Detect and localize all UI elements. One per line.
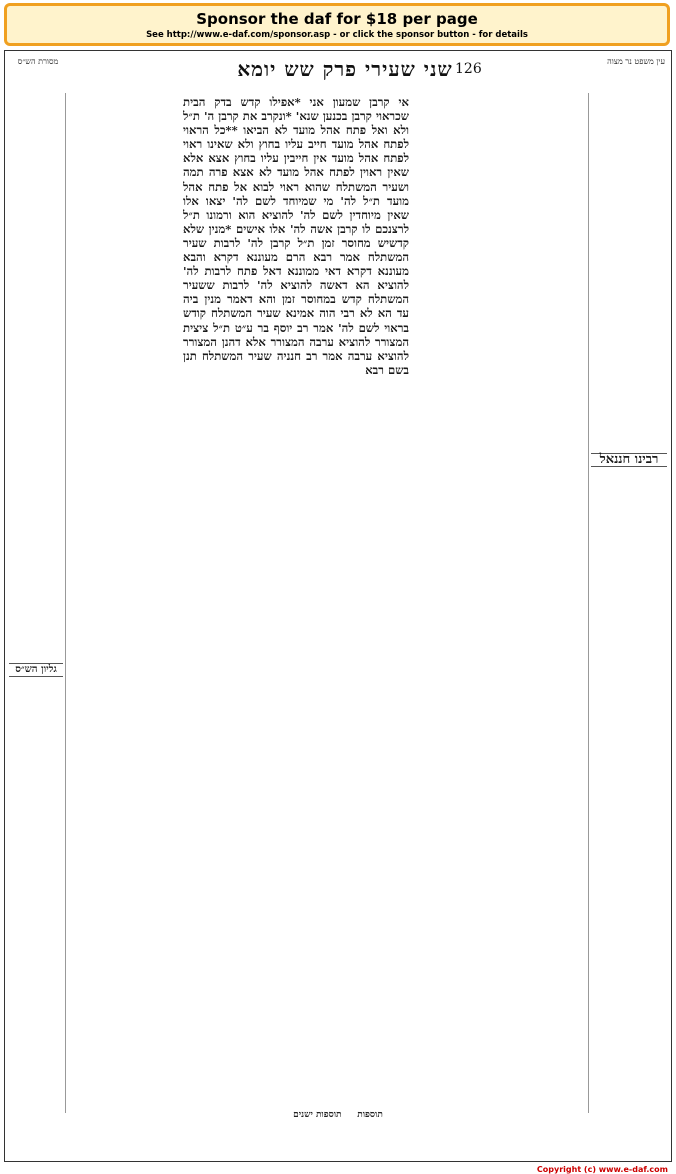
ein-mishpat-column — [591, 93, 667, 1113]
masoret-hashas-heading: מסורת הש״ס — [17, 57, 59, 66]
sponsor-subtitle[interactable]: See http://www.e-daf.com/sponsor.asp - or click the sponsor button - for details — [146, 30, 528, 40]
page-header — [5, 51, 671, 91]
copyright-link[interactable]: Copyright (c) www.e-daf.com — [536, 1165, 668, 1174]
masoret-hashas-column — [9, 93, 63, 1113]
ein-mishpat-heading: עין משפט נר מצוה — [607, 57, 665, 66]
tosafot-commentary — [67, 93, 179, 713]
rashi-commentary — [413, 93, 585, 693]
tosafot-yeshanim-footer — [9, 1111, 667, 1157]
column-divider — [588, 93, 589, 1113]
rabbeinu-chananel-heading: רבינו חננאל — [591, 453, 667, 467]
tosafot-heading: תוספות — [357, 1111, 383, 1120]
gemara-text: אי קרבן שמעון אני *אפילו קדש בדק הבית שכראוי קרבן בכנען שנא' *ונקרב את קרבן ה' ת״ל ולא ואל פתח אהל מועד לא הביאו **כל הראוי לפתח אהל מועד חייב עליו בחוץ ולא שאינו ראוי לפתח אהל מועד אין חייבין עליו בחוץ אצא אלא שאין ראוין לפתח אהל מועד לא אצא פרה תמה ושעיר המשתלח שהוא ראוי לבוא אל פתח אהל מועד ת״ל לה' מי שמיוחד לשם לה' יצאו אלו שאין מיוחדין לשם לה' להוציא הוא ורמונו ת״ל לרצנכם לו קרבן אשה לה' אלו אישים *מנין שלא קדשיש מחוסר זמן ת״ל קרבן לה' לרבות שעיר המשתלח אמר רבא הרם מעוננא דקרא והבא מעוננא דקרא דאי ממוננא דאל פתח לרבות לה' להוציא הא דאשה להוציא לה' לרבות ששעיר המשתלח קדש במחוסר זמן והא דאמר מנין ביה עד הא לא רבי הוה אמינא שעיר המשתלח קודש בראוי לשם לה' אמר רב יוסף בר ע״ט ת״ל ציצית המצורר להוציא ערבה המצורר אלא דהנן המצורר להוציא ערבה אמר רב חנניה שעיר המשתלח תנן בשם רבא — [183, 95, 409, 377]
sponsor-title[interactable]: Sponsor the daf for $18 per page — [196, 10, 478, 28]
page-number: 126 — [455, 61, 482, 77]
lower-commentary-block — [65, 731, 585, 1111]
talmud-page — [4, 50, 672, 1162]
gilyon-hashas-heading: גליון הש״ס — [9, 663, 63, 677]
sponsor-banner[interactable] — [4, 3, 670, 46]
page-title: שני שעירי פרק שש יומא — [237, 57, 453, 81]
tosafot-yeshanim-heading: תוספות ישנים — [293, 1111, 342, 1120]
